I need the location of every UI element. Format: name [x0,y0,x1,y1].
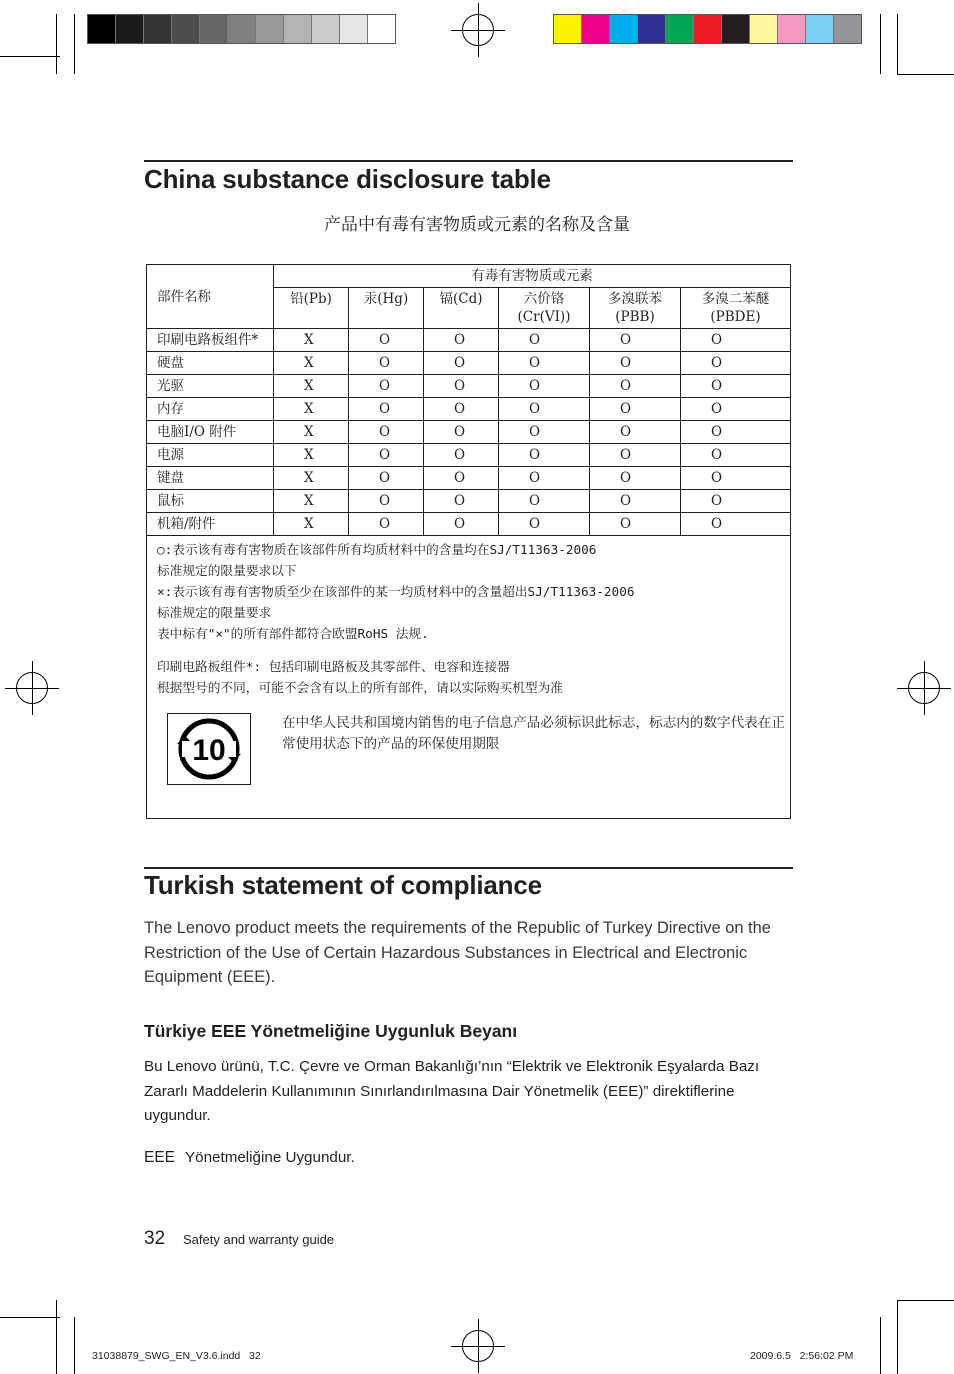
crop-mark [74,1317,75,1374]
gray-swatch [284,15,312,43]
substance-value-cell: X [274,398,349,421]
process-color-bar [553,14,862,44]
substance-value-cell: O [499,329,590,352]
substance-value-cell: O [590,513,681,536]
substance-header: 汞(Hg) [349,288,424,329]
table-row [147,329,791,352]
substance-value-cell: O [590,421,681,444]
part-name-cell: 电脑I/O 附件 [147,421,274,444]
substance-value-cell: O [349,329,424,352]
substance-value-cell: O [424,421,499,444]
date-slug: 2009.6.5 2:56:02 PM [750,1350,854,1362]
substance-header: 多溴联苯 (PBB) [590,288,681,329]
gray-swatch [228,15,256,43]
substance-header: 多溴二苯醚 (PBDE) [681,288,791,329]
substance-value-cell: O [349,352,424,375]
substance-value-cell: O [499,352,590,375]
group-header: 有毒有害物质或元素 [274,265,791,288]
process-swatch [666,15,694,43]
substance-value-cell: X [274,375,349,398]
substance-value-cell: O [681,467,791,490]
process-swatch [806,15,834,43]
gray-swatch [144,15,172,43]
footer-label: Safety and warranty guide [183,1232,335,1247]
substance-header: 铅(Pb) [274,288,349,329]
section-rule [144,160,793,162]
registration-mark-icon [16,672,48,704]
eee-label: EEE [144,1149,176,1166]
eco-description: 在中华人民共和国境内销售的电子信息产品必须标识此标志，标志内的数字代表在正常使用状态下的产品的环保使用期限 [282,715,785,752]
substance-value-cell: X [274,490,349,513]
part-name-cell: 电源 [147,444,274,467]
table-row [147,352,791,375]
crop-mark [897,1300,954,1301]
substance-header: 六价铬 (Cr(VI)) [499,288,590,329]
process-swatch [582,15,610,43]
process-swatch [722,15,750,43]
substance-value-cell: O [349,421,424,444]
substance-value-cell: O [590,375,681,398]
gray-swatch [200,15,228,43]
crop-mark [74,14,75,74]
substance-value-cell: O [424,467,499,490]
crop-mark [0,1317,60,1318]
substance-value-cell: O [499,421,590,444]
substance-value-cell: O [681,444,791,467]
substance-value-cell: O [590,467,681,490]
substance-value-cell: O [424,329,499,352]
substance-value-cell: O [424,398,499,421]
substance-value-cell: X [274,467,349,490]
gray-swatch [88,15,116,43]
turkish-body-tr: Bu Lenovo ürünü, T.C. Çevre ve Orman Bakanlığı’nın “Elektrik ve Elektronik Eşyalarda Bazı Zararlı Maddelerin Kullanımının Sınırlandırılmasına Dair Yönetmelik (EEE)” direktiflerine uygundur. [144,1058,760,1124]
crop-mark [56,14,57,74]
crop-mark [880,1317,881,1374]
gray-swatch [256,15,284,43]
section-title-china: China substance disclosure table [144,164,551,194]
substance-value-cell: O [424,513,499,536]
substance-value-cell: O [499,398,590,421]
substance-value-cell: O [681,398,791,421]
part-name-cell: 光驱 [147,375,274,398]
page-number: 32 [144,1228,166,1249]
table-row [147,375,791,398]
substance-value-cell: O [349,467,424,490]
part-header: 部件名称 [147,265,274,329]
substance-value-cell: O [349,398,424,421]
gray-swatch [368,15,395,43]
eee-line [144,1146,794,1171]
substance-value-cell: O [424,352,499,375]
substance-value-cell: O [424,375,499,398]
substance-value-cell: O [499,490,590,513]
substance-value-cell: O [590,329,681,352]
part-name-cell: 硬盘 [147,352,274,375]
substance-value-cell: O [681,513,791,536]
substance-value-cell: O [499,375,590,398]
substance-header: 镉(Cd) [424,288,499,329]
substance-value-cell: X [274,352,349,375]
registration-mark-icon [908,672,940,704]
turkish-subtitle: Türkiye EEE Yönetmeliğine Uygunluk Beyanı [144,1021,518,1041]
substance-value-cell: O [590,444,681,467]
file-slug: 31038879_SWG_EN_V3.6.indd 32 [92,1350,261,1362]
registration-mark-icon [462,14,494,46]
substance-value-cell: O [590,398,681,421]
substance-value-cell: O [681,352,791,375]
substance-value-cell: X [274,513,349,536]
crop-mark [0,56,60,57]
chinese-subtitle: 产品中有毒有害物质或元素的名称及含量 [324,215,630,235]
crop-mark [880,14,881,74]
crop-mark [56,1300,57,1374]
gray-swatch [340,15,368,43]
eee-text: Yönetmeliğine Uygundur. [185,1149,355,1166]
note-line: 印刷电路板组件*: 包括印刷电路板及其零部件、电容和连接器 [157,659,510,674]
crop-mark [897,14,898,74]
part-name-cell: 印刷电路板组件* [147,329,274,352]
substance-value-cell: O [590,490,681,513]
crop-mark [897,1300,898,1374]
process-swatch [638,15,666,43]
substance-value-cell: O [499,513,590,536]
crop-mark [897,74,954,75]
substance-value-cell: X [274,329,349,352]
note-line: 表中标有"×"的所有部件都符合欧盟RoHS 法规. [157,626,429,641]
substance-value-cell: O [349,444,424,467]
gray-swatch [116,15,144,43]
process-swatch [694,15,722,43]
table-row [147,513,791,536]
part-name-cell: 键盘 [147,467,274,490]
gray-swatch [172,15,200,43]
table-row [147,467,791,490]
section-rule [144,867,793,869]
gray-color-bar [87,14,396,44]
environmental-use-period-logo [167,713,251,785]
substance-value-cell: O [349,375,424,398]
substance-value-cell: O [499,467,590,490]
section-title-turkish: Turkish statement of compliance [144,870,542,900]
note-line: 标准规定的限量要求 [157,605,272,620]
gray-swatch [312,15,340,43]
part-name-cell: 鼠标 [147,490,274,513]
turkish-statement-body: The Lenovo product meets the requirements of the Republic of Turkey Directive on the Restriction of the Use of Certain Hazardous Substances in Electrical and Electronic Equipment (EEE). [144,919,771,986]
process-swatch [750,15,778,43]
substance-value-cell: O [424,444,499,467]
substance-value-cell: O [349,513,424,536]
note-line: 根据型号的不同，可能不会含有以上的所有部件，请以实际购买机型为准 [157,680,563,695]
note-line: ×:表示该有毒有害物质至少在该部件的某一均质材料中的含量超出SJ/T11363-2006 [157,584,635,599]
substance-value-cell: O [681,375,791,398]
table-row [147,490,791,513]
substance-value-cell: O [681,329,791,352]
part-name-cell: 内存 [147,398,274,421]
substance-table [146,264,791,819]
substance-value-cell: O [424,490,499,513]
process-swatch [554,15,582,43]
process-swatch [834,15,861,43]
part-name-cell: 机箱/附件 [147,513,274,536]
registration-mark-icon [462,1330,494,1362]
table-row [147,398,791,421]
substance-value-cell: O [681,421,791,444]
table-notes [147,536,791,819]
substance-value-cell: O [349,490,424,513]
substance-value-cell: O [681,490,791,513]
note-line: ○:表示该有毒有害物质在该部件所有均质材料中的含量均在SJ/T11363-2006 [157,542,597,557]
process-swatch [610,15,638,43]
table-row [147,444,791,467]
substance-value-cell: X [274,444,349,467]
substance-value-cell: X [274,421,349,444]
substance-value-cell: O [590,352,681,375]
eco-number: 10 [192,734,226,767]
substance-value-cell: O [499,444,590,467]
note-line: 标准规定的限量要求以下 [157,563,297,578]
table-row [147,421,791,444]
process-swatch [778,15,806,43]
